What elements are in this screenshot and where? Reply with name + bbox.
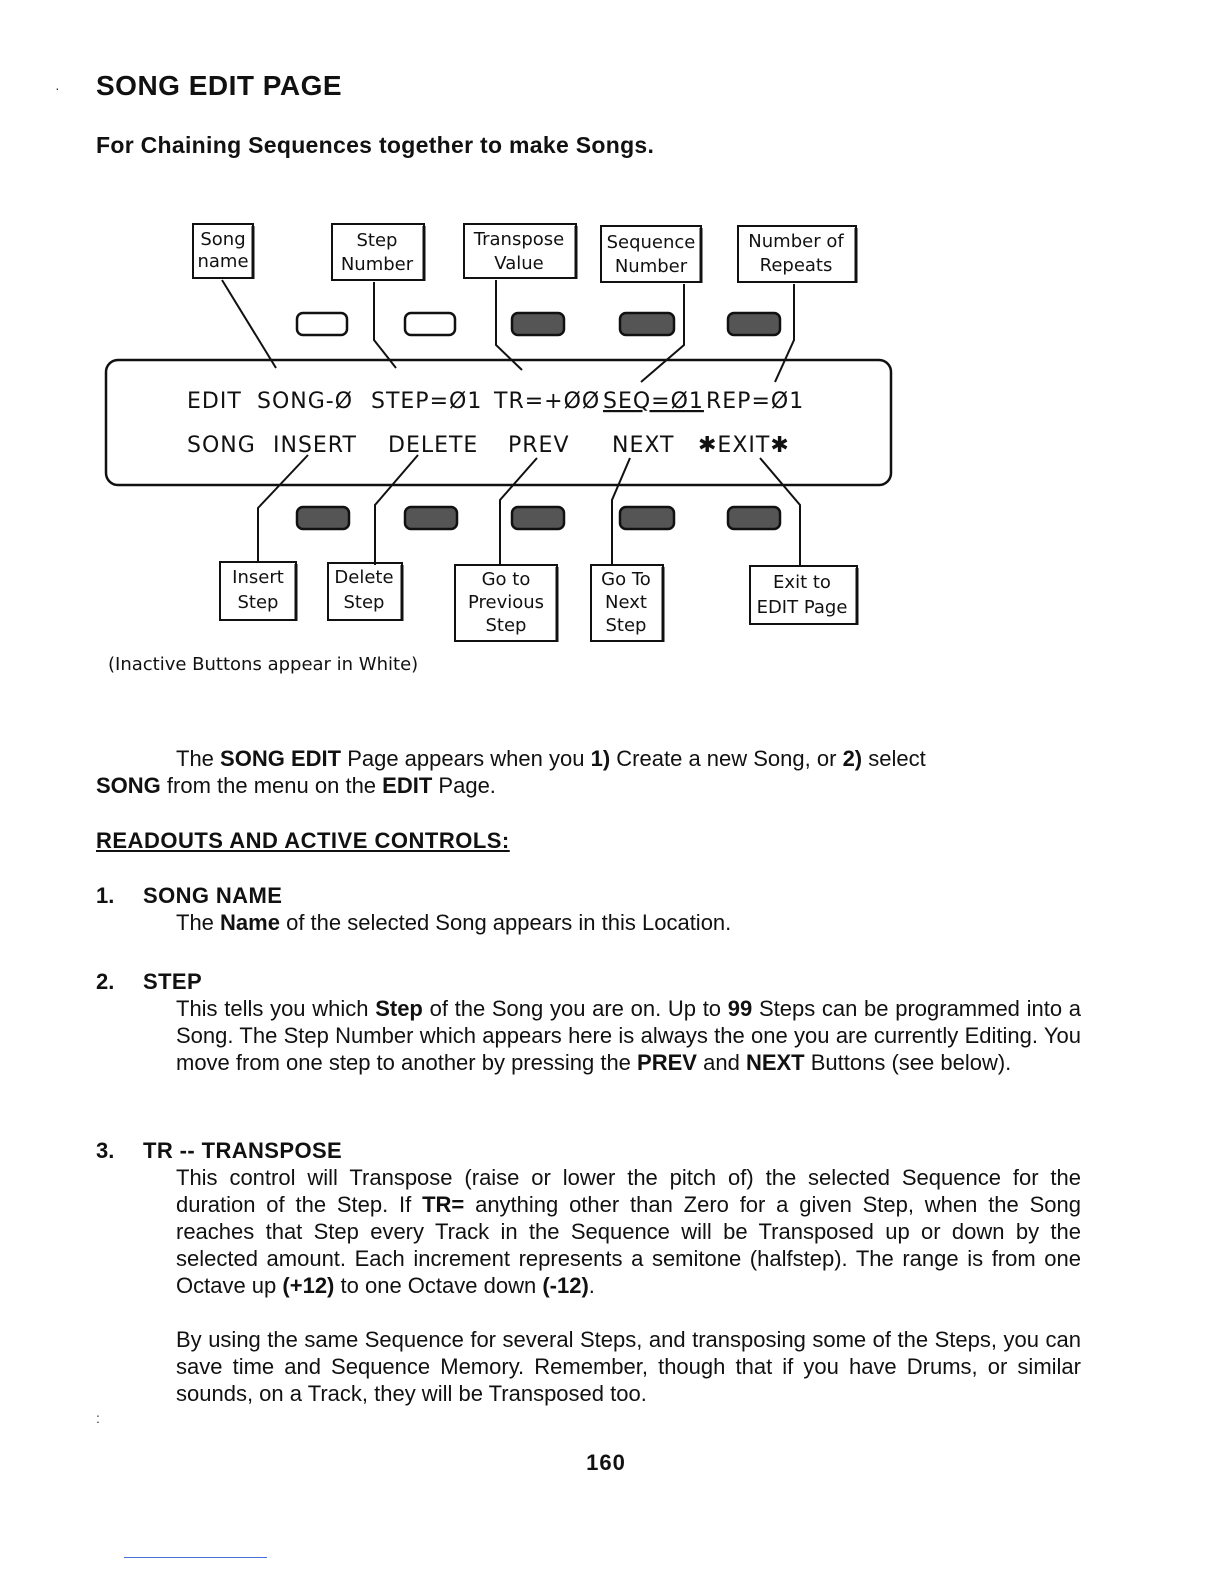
label-repeats-line1: Number of xyxy=(748,231,844,252)
label-next-line1: Go To xyxy=(601,569,651,590)
label-prev-line1: Go to xyxy=(481,569,531,590)
lcd-soft-insert: INSERT xyxy=(273,433,357,458)
label-exit-line1: Exit to xyxy=(773,572,831,593)
bottom-button-2-active xyxy=(405,507,457,529)
lcd-soft-exit: ✱EXIT✱ xyxy=(698,433,790,458)
lcd-sequence-value: SEQ=Ø1 xyxy=(603,389,704,414)
item-song-name: 1. SONG NAME The Name of the selected Song appears in this Location. xyxy=(96,883,732,935)
bottom-button-1-active xyxy=(297,507,349,529)
page-number: 160 xyxy=(586,1450,626,1475)
label-prev-line3: Step xyxy=(485,615,527,636)
label-next-line3: Step xyxy=(605,615,647,636)
top-button-4-active xyxy=(620,313,674,335)
label-next-line2: Next xyxy=(605,592,647,613)
section-heading: READOUTS AND ACTIVE CONTROLS: xyxy=(96,828,510,853)
lcd-edit: EDIT xyxy=(187,389,242,414)
lcd-soft-delete: DELETE xyxy=(388,433,479,458)
label-sequence-line1: Sequence xyxy=(606,232,696,253)
lcd-repeat-value: REP=Ø1 xyxy=(706,389,805,414)
diagram-caption: (Inactive Buttons appear in White) xyxy=(108,654,419,675)
label-repeats-line2: Repeats xyxy=(759,255,833,276)
intro-paragraph: The SONG EDIT Page appears when you 1) Create a new Song, or 2) select SONG from the menu on the EDIT Page. xyxy=(96,746,926,798)
label-transpose-line1: Transpose xyxy=(473,229,565,250)
item-step: 2. STEP This tells you which Step of the Song you are on. Up to 99 Steps can be programmed into a Song. The Step Number which appears here is always the one you are currently Editing. You move from one step to another by pressing the PREV and NEXT Buttons (see below). xyxy=(96,969,1082,1075)
label-exit-line2: EDIT Page xyxy=(756,597,848,618)
transpose-note: By using the same Sequence for several Steps, and transposing some of the Steps, you can save time and Sequence Memory. Remember, though that if you have Drums, or similar sounds, on a Track, they will be Transposed too. xyxy=(176,1327,1081,1406)
label-delete-line2: Step xyxy=(343,592,385,613)
footer-rule xyxy=(124,1557,267,1558)
stray-mark: · xyxy=(55,80,60,96)
label-transpose-line2: Value xyxy=(494,253,544,274)
bottom-button-4-active xyxy=(620,507,674,529)
top-button-3-active xyxy=(512,313,564,335)
bottom-button-3-active xyxy=(512,507,564,529)
page-subtitle: For Chaining Sequences together to make Songs. xyxy=(96,132,655,158)
lcd-soft-song: SONG xyxy=(187,433,256,458)
label-delete-line1: Delete xyxy=(334,567,394,588)
bottom-button-5-active xyxy=(728,507,780,529)
item-transpose: 3. TR -- TRANSPOSE This control will Transpose (raise or lower the pitch of) the selected Sequence for the duration of the Step. If TR= anything other than Zero for a given Step, when the Song reaches that Step every Track in the Sequence will be Transposed up or down by the selected amount. Each increment represents a semitone (halfstep). The range is from one Octave up (+12) to one Octave down (-12). By using the same Sequence for several Steps, and transposing some of the Steps, you can save time and Sequence Memory. Remember, though that if you have Drums, or similar sounds, on a Track, they will be Transposed too. xyxy=(96,1138,1081,1406)
song-edit-diagram xyxy=(0,0,1224,700)
label-song-line1: Song xyxy=(200,229,246,250)
label-prev-line2: Previous xyxy=(467,592,545,613)
top-button-1-inactive xyxy=(297,313,347,335)
label-sequence-line2: Number xyxy=(614,256,688,277)
label-song-line2: name xyxy=(197,251,249,272)
lcd-step-value: STEP=Ø1 xyxy=(371,389,483,414)
top-button-5-active xyxy=(728,313,780,335)
label-step-line2: Number xyxy=(340,254,414,275)
label-insert-line1: Insert xyxy=(232,567,284,588)
lcd-song-number: SONG-Ø xyxy=(257,389,354,414)
lcd-transpose-value: TR=+ØØ xyxy=(494,389,601,414)
page-title: SONG EDIT PAGE xyxy=(96,70,343,101)
label-step-line1: Step xyxy=(356,230,398,251)
stray-mark-2: : xyxy=(96,1410,100,1426)
lcd-frame xyxy=(106,360,891,485)
lcd-soft-prev: PREV xyxy=(508,433,570,458)
lcd-soft-next: NEXT xyxy=(612,433,675,458)
label-insert-line2: Step xyxy=(237,592,279,613)
top-button-2-inactive xyxy=(405,313,455,335)
